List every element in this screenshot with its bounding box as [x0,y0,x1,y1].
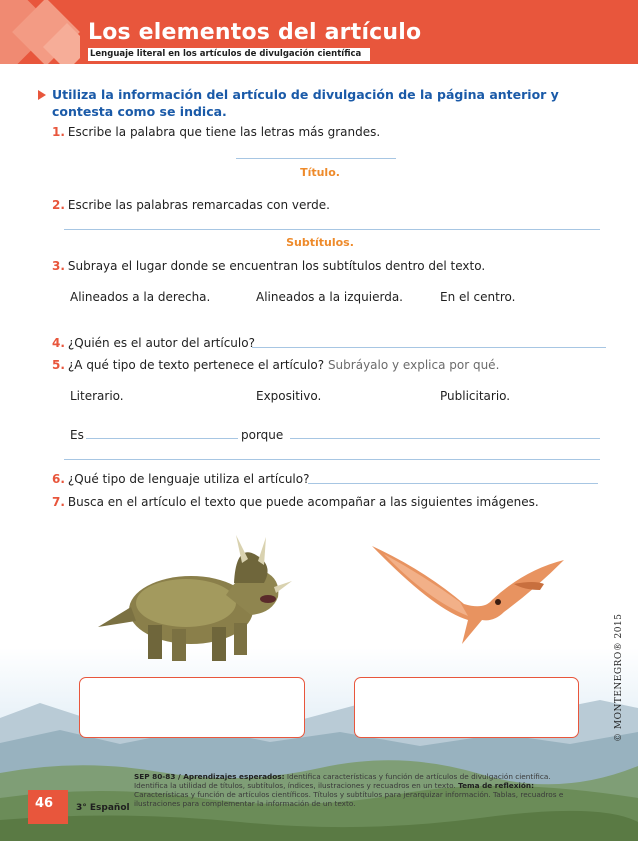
option-expositivo[interactable]: Expositivo. [256,389,322,403]
question-3: 3. Subraya el lugar donde se encuentran los subtítulos dentro del texto. [52,259,486,273]
page-number: 46 [35,796,54,811]
es-label: Es [70,428,84,442]
question-7: 7. Busca en el artículo el texto que puede acompañar a las siguientes imágenes. [52,495,539,509]
answer-line-5a[interactable] [86,438,238,439]
page-subtitle: Lenguaje literal en los artículos de divulgación científica [88,48,370,61]
option-publicitario[interactable]: Publicitario. [440,389,511,403]
answer-line-2[interactable] [64,229,600,230]
option-izquierda[interactable]: Alineados a la izquierda. [256,290,403,304]
image-caption-box-2[interactable] [354,677,579,738]
answer-line-5c[interactable] [64,459,600,460]
answer-line-5b[interactable] [290,438,600,439]
answer-2: Subtítulos. [286,236,354,249]
question-2: 2. Escribe las palabras remarcadas con verde. [52,198,330,212]
instruction-text: Utiliza la información del artículo de divulgación de la página anterior y contesta como se indica. [52,87,559,119]
footer-notes: SEP 80-83 / Aprendizajes esperados: Identifica características y función de artículos de divulgación científica. Identifica la utilidad de títulos, subtítulos, índices, ilustraciones y recuadros en un texto. Tema de reflexión: Características y función de artículos científicos. Títulos y subtítulos para jerarquizar información. Tablas, recuadros e ilustraciones para complementar la información de un texto. [134,772,564,808]
question-6: 6. ¿Qué tipo de lenguaje utiliza el artículo? [52,472,310,486]
page-title: Los elementos del artículo [88,20,422,45]
question-1: 1. Escribe la palabra que tiene las letras más grandes. [52,125,381,139]
pterodactyl-image [364,540,574,650]
option-centro[interactable]: En el centro. [440,290,516,304]
option-derecha[interactable]: Alineados a la derecha. [70,290,211,304]
subject-label: 3° Español [76,803,130,813]
answer-1: Título. [300,166,340,179]
answer-line-6[interactable] [308,483,598,484]
image-caption-box-1[interactable] [79,677,305,738]
triceratops-image [96,525,296,665]
option-literario[interactable]: Literario. [70,389,124,403]
question-4: 4. ¿Quién es el autor del artículo? [52,336,255,350]
copyright-notice: © MONTENEGRO® 2015 [614,613,624,742]
header-band [0,0,638,64]
answer-line-4[interactable] [252,347,606,348]
porque-label: porque [241,428,284,442]
question-5: 5. ¿A qué tipo de texto pertenece el artículo? Subráyalo y explica por qué. [52,358,500,372]
header-decoration [0,0,80,64]
answer-line-1[interactable] [236,158,396,159]
